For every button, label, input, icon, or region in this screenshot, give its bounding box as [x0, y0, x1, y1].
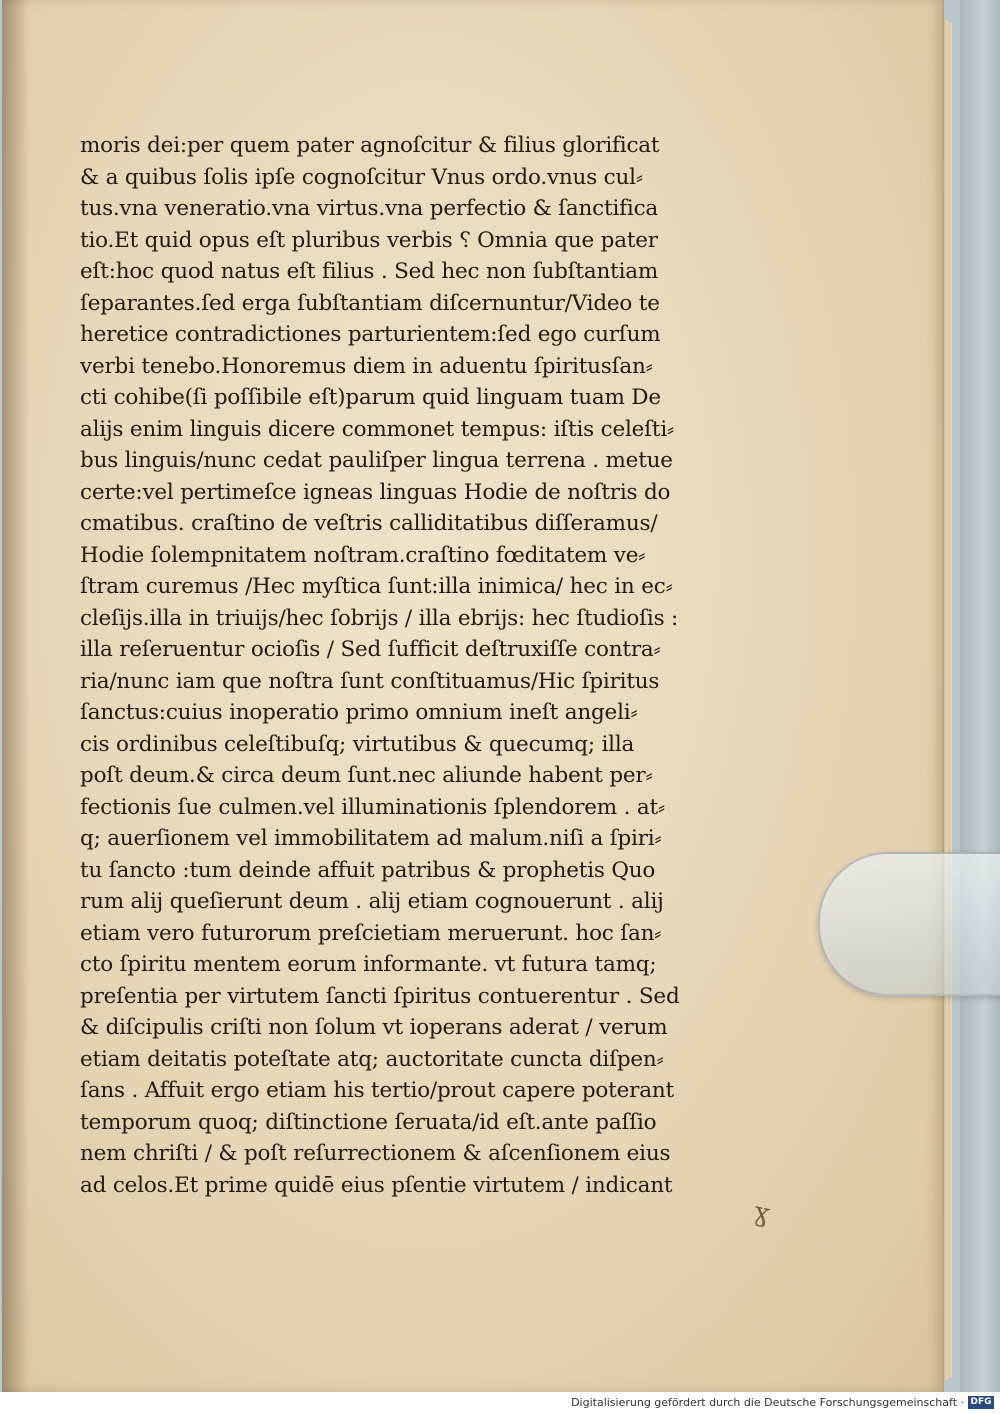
text-line: certe:vel pertimeſce igneas linguas Hodie de noſtris do: [80, 479, 671, 505]
text-line: tu ſancto :tum deinde affuit patribus & prophetis Quo: [80, 857, 656, 883]
page-clip: [818, 852, 1000, 996]
text-line: alijs enim linguis dicere commonet tempus: iſtis celeſti⸗: [80, 416, 675, 442]
text-line: moris dei:per quem pater agnoſcitur & filius glorificat: [80, 133, 660, 158]
text-line: etiam deitatis poteſtate atq; auctoritate cuncta diſpen⸗: [80, 1046, 664, 1072]
text-line: cis ordinibus celeſtibuſq; virtutibus & quecumq; illa: [80, 731, 635, 757]
text-line: ria/nunc iam que noſtra ſunt conſtituamus/Hic ſpiritus: [80, 668, 660, 694]
text-line: rum alij queſierunt deum . alij etiam cognouerunt . alij: [80, 889, 664, 914]
text-line: nem chriſti / & poſt reſurrectionem & aſcenſionem eius: [80, 1141, 671, 1166]
text-line: & diſcipulis criſti non ſolum vt ioperans aderat / verum: [80, 1015, 668, 1040]
text-line: & a quibus ſolis ipſe cognoſcitur Vnus ordo.vnus cul⸗: [80, 164, 643, 190]
text-line: cto ſpiritu mentem eorum informante. vt futura tamq;: [80, 952, 657, 977]
text-line: cmatibus. craſtino de veſtris calliditatibus diſſeramus/: [80, 511, 658, 536]
text-line: ſanctus:cuius inoperatio primo omnium ineſt angeli⸗: [80, 700, 638, 725]
text-line: cleſijs.illa in triuijs/hec ſobrijs / illa ebrijs: hec ſtudioſis :: [80, 605, 679, 631]
text-line: q; auerſionem vel immobilitatem ad malum.niſi a ſpiri⸗: [80, 826, 662, 851]
text-line: ſeparantes.ſed erga ſubſtantiam diſcernuntur/Video te: [80, 290, 660, 316]
text-line: bus linguis/nunc cedat pauliſper lingua terrena . metue: [80, 448, 673, 473]
text-line: temporum quoq; diſtinctione ſeruata/id eſt.ante paſſio: [80, 1109, 657, 1135]
text-line: preſentia per virtutem ſancti ſpiritus contuerentur . Sed: [80, 983, 680, 1009]
text-line: Hodie ſolempnitatem noſtram.craſtino fœditatem ve⸗: [80, 542, 646, 568]
binding-board: [960, 0, 1000, 1392]
text-line: eſt:hoc quod natus eſt filius . Sed hec non ſubſtantiam: [80, 259, 659, 284]
dfg-logo-icon: DFG: [968, 1396, 994, 1409]
footer-bar: [0, 1392, 1000, 1414]
book-page: [2, 0, 944, 1392]
text-line: tio.Et quid opus eſt pluribus verbis ⸮ Omnia que pater: [80, 227, 658, 253]
spine-shadow: [2, 0, 30, 1392]
text-block: [80, 130, 680, 1201]
text-line: heretice contradictiones parturientem:ſed ego curſum: [80, 322, 661, 347]
text-line: ſans . Affuit ergo etiam his tertio/prout capere poterant: [80, 1078, 674, 1103]
text-line: tus.vna veneratio.vna virtus.vna perfectio & ſanctifica: [80, 196, 659, 221]
text-line: etiam vero futurorum preſcietiam meruerunt. hoc ſan⸗: [80, 920, 662, 946]
text-line: verbi tenebo.Honoremus diem in aduentu ſpiritusſan⸗: [80, 353, 653, 379]
text-line: poſt deum.& circa deum ſunt.nec aliunde habent per⸗: [80, 763, 653, 788]
text-line: cti cohibe(ſi poſſibile eſt)parum quid linguam tuam De: [80, 385, 661, 410]
marginal-mark: ɣ: [751, 1196, 773, 1230]
text-line: ſtram curemus /Hec myſtica ſunt:illa inimica/ hec in ec⸗: [80, 574, 673, 599]
text-line: ad celos.Et prime quidē eius pſentie virtutem / indicant: [80, 1172, 673, 1198]
funding-credit: Digitalisierung gefördert durch die Deutsche Forschungsgemeinschaft ·: [571, 1396, 964, 1409]
text-line: fectionis ſue culmen.vel illuminationis ſplendorem . at⸗: [80, 794, 665, 820]
text-line: illa reſeruentur ocioſis / Sed ſufficit deſtruxiſſe contra⸗: [80, 637, 661, 662]
